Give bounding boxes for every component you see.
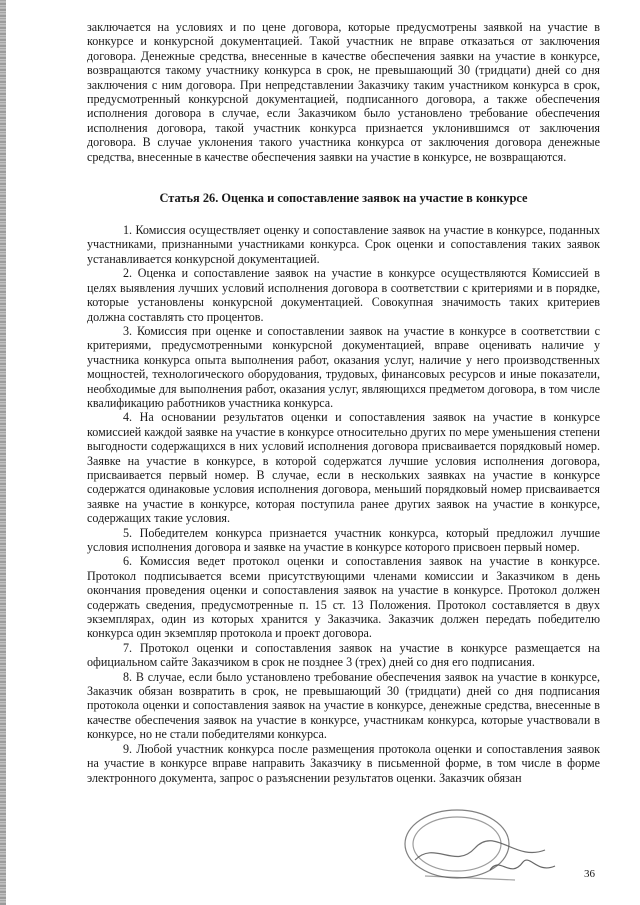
article-heading: Статья 26. Оценка и сопоставление заявок на участие в конкурсе [159, 191, 528, 206]
intro-paragraph: заключается на условиях и по цене договора, которые предусмотрены заявкой на участие в конкурсе и конкурсной документацией. Такой участник не вправе отказаться от заключения договора. Денежные средства, внесенные в качестве обеспечения заявки на участие в конкурсе, возвращаются такому участнику конкурса в срок, не превышающий 30 (тридцати) дней со дня заключения с ним договора. При непредставлении Заказчику таким участником конкурса в срок, предусмотренный конкурсной документацией, подписанного договора, а также обеспечения исполнения договора в случае, если Заказчиком было установлено требование обеспечения исполнения договора, такой участник конкурса признается уклонившимся от заключения договора. В случае уклонения такого участника конкурса от заключения договора денежные средства, внесенные в качестве обеспечения заявки на участие в конкурсе, не возвращаются. [87, 20, 600, 164]
paragraph-1: 1. Комиссия осуществляет оценку и сопоставление заявок на участие в конкурсе, поданных участниками, признанными участниками конкурса. Срок оценки и сопоставления таких заявок устанавливается конкурсной документацией. [87, 223, 600, 266]
document-page [87, 20, 600, 785]
paragraph-8: 8. В случае, если было установлено требование обеспечения заявок на участие в конкурсе, Заказчик обязан возвратить в срок, не превышающий 30 (тридцати) дней со дня подписания протокола оценки и сопоставления заявок на участие в конкурсе, денежные средства, внесенные в качестве обеспечения заявок на участие в конкурсе, участникам конкурса, которые участвовали в конкурсе, но не стали победителями конкурса. [87, 669, 600, 742]
paragraph-2: 2. Оценка и сопоставление заявок на участие в конкурсе осуществляются Комиссией в целях выявления лучших условий исполнения договора в соответствии с критериями и в порядке, которые установлены конкурсной документацией. Совокупная значимость таких критериев должна составлять сто процентов. [87, 266, 600, 324]
paragraph-5: 5. Победителем конкурса признается участник конкурса, который предложил лучшие условия исполнения договора и заявке на участие в конкурсе которого присвоен первый номер. [87, 525, 600, 554]
stamp-shape [405, 810, 555, 880]
official-stamp-with-signature [395, 800, 565, 888]
paragraph-7: 7. Протокол оценки и сопоставления заявок на участие в конкурсе размещается на официальном сайте Заказчиком в срок не позднее 3 (трех) дней со дня его подписания. [87, 640, 600, 670]
paragraph-4: 4. На основании результатов оценки и сопоставления заявок на участие в конкурсе комиссией каждой заявке на участие в конкурсе относительно других по мере уменьшения степени выгодности содержащихся в них условий исполнения договора присваивается порядковый номер. Заявке на участие в конкурсе, в которой содержатся лучшие условия исполнения договора, присваивается первый номер. В случае, если в нескольких заявках на участие в конкурсе содержатся одинаковые условия исполнения договора, меньший порядковый номер присваивается заявке на участие в конкурсе, которая поступила ранее других заявок на участие в конкурсе, содержащих такие условия. [87, 410, 600, 526]
paragraph-6: 6. Комиссия ведет протокол оценки и сопоставления заявок на участие в конкурсе. Протокол подписывается всеми присутствующими членами комиссии и Заказчиком в день окончания проведения оценки и сопоставления заявок на участие в конкурсе. Протокол должен содержать сведения, предусмотренные п. 15 ст. 13 Положения. Протокол составляется в двух экземплярах, один из которых хранится у Заказчика. Заказчик должен передать победителю конкурса один экземпляр протокола и проект договора. [87, 554, 600, 641]
scan-edge [0, 0, 6, 905]
paragraph-3: 3. Комиссия при оценке и сопоставлении заявок на участие в конкурсе в соответствии с критериями, предусмотренными конкурсной документацией, вправе оценивать наличие у участника конкурса опыта выполнения работ, оказания услуг, наличие у него производственных мощностей, технологического оборудования, трудовых, финансовых ресурсов и иные показатели, необходимые для выполнения работ, оказания услуг, являющихся предметом договора, в том числе квалификацию работников участника конкурса. [87, 323, 600, 410]
paragraph-9: 9. Любой участник конкурса после размещения протокола оценки и сопоставления заявок на участие в конкурсе вправе направить Заказчику в письменной форме, в том числе в форме электронного документа, запрос о разъяснении результатов оценки. Заказчик обязан [87, 741, 600, 785]
page-number: 36 [584, 868, 595, 880]
